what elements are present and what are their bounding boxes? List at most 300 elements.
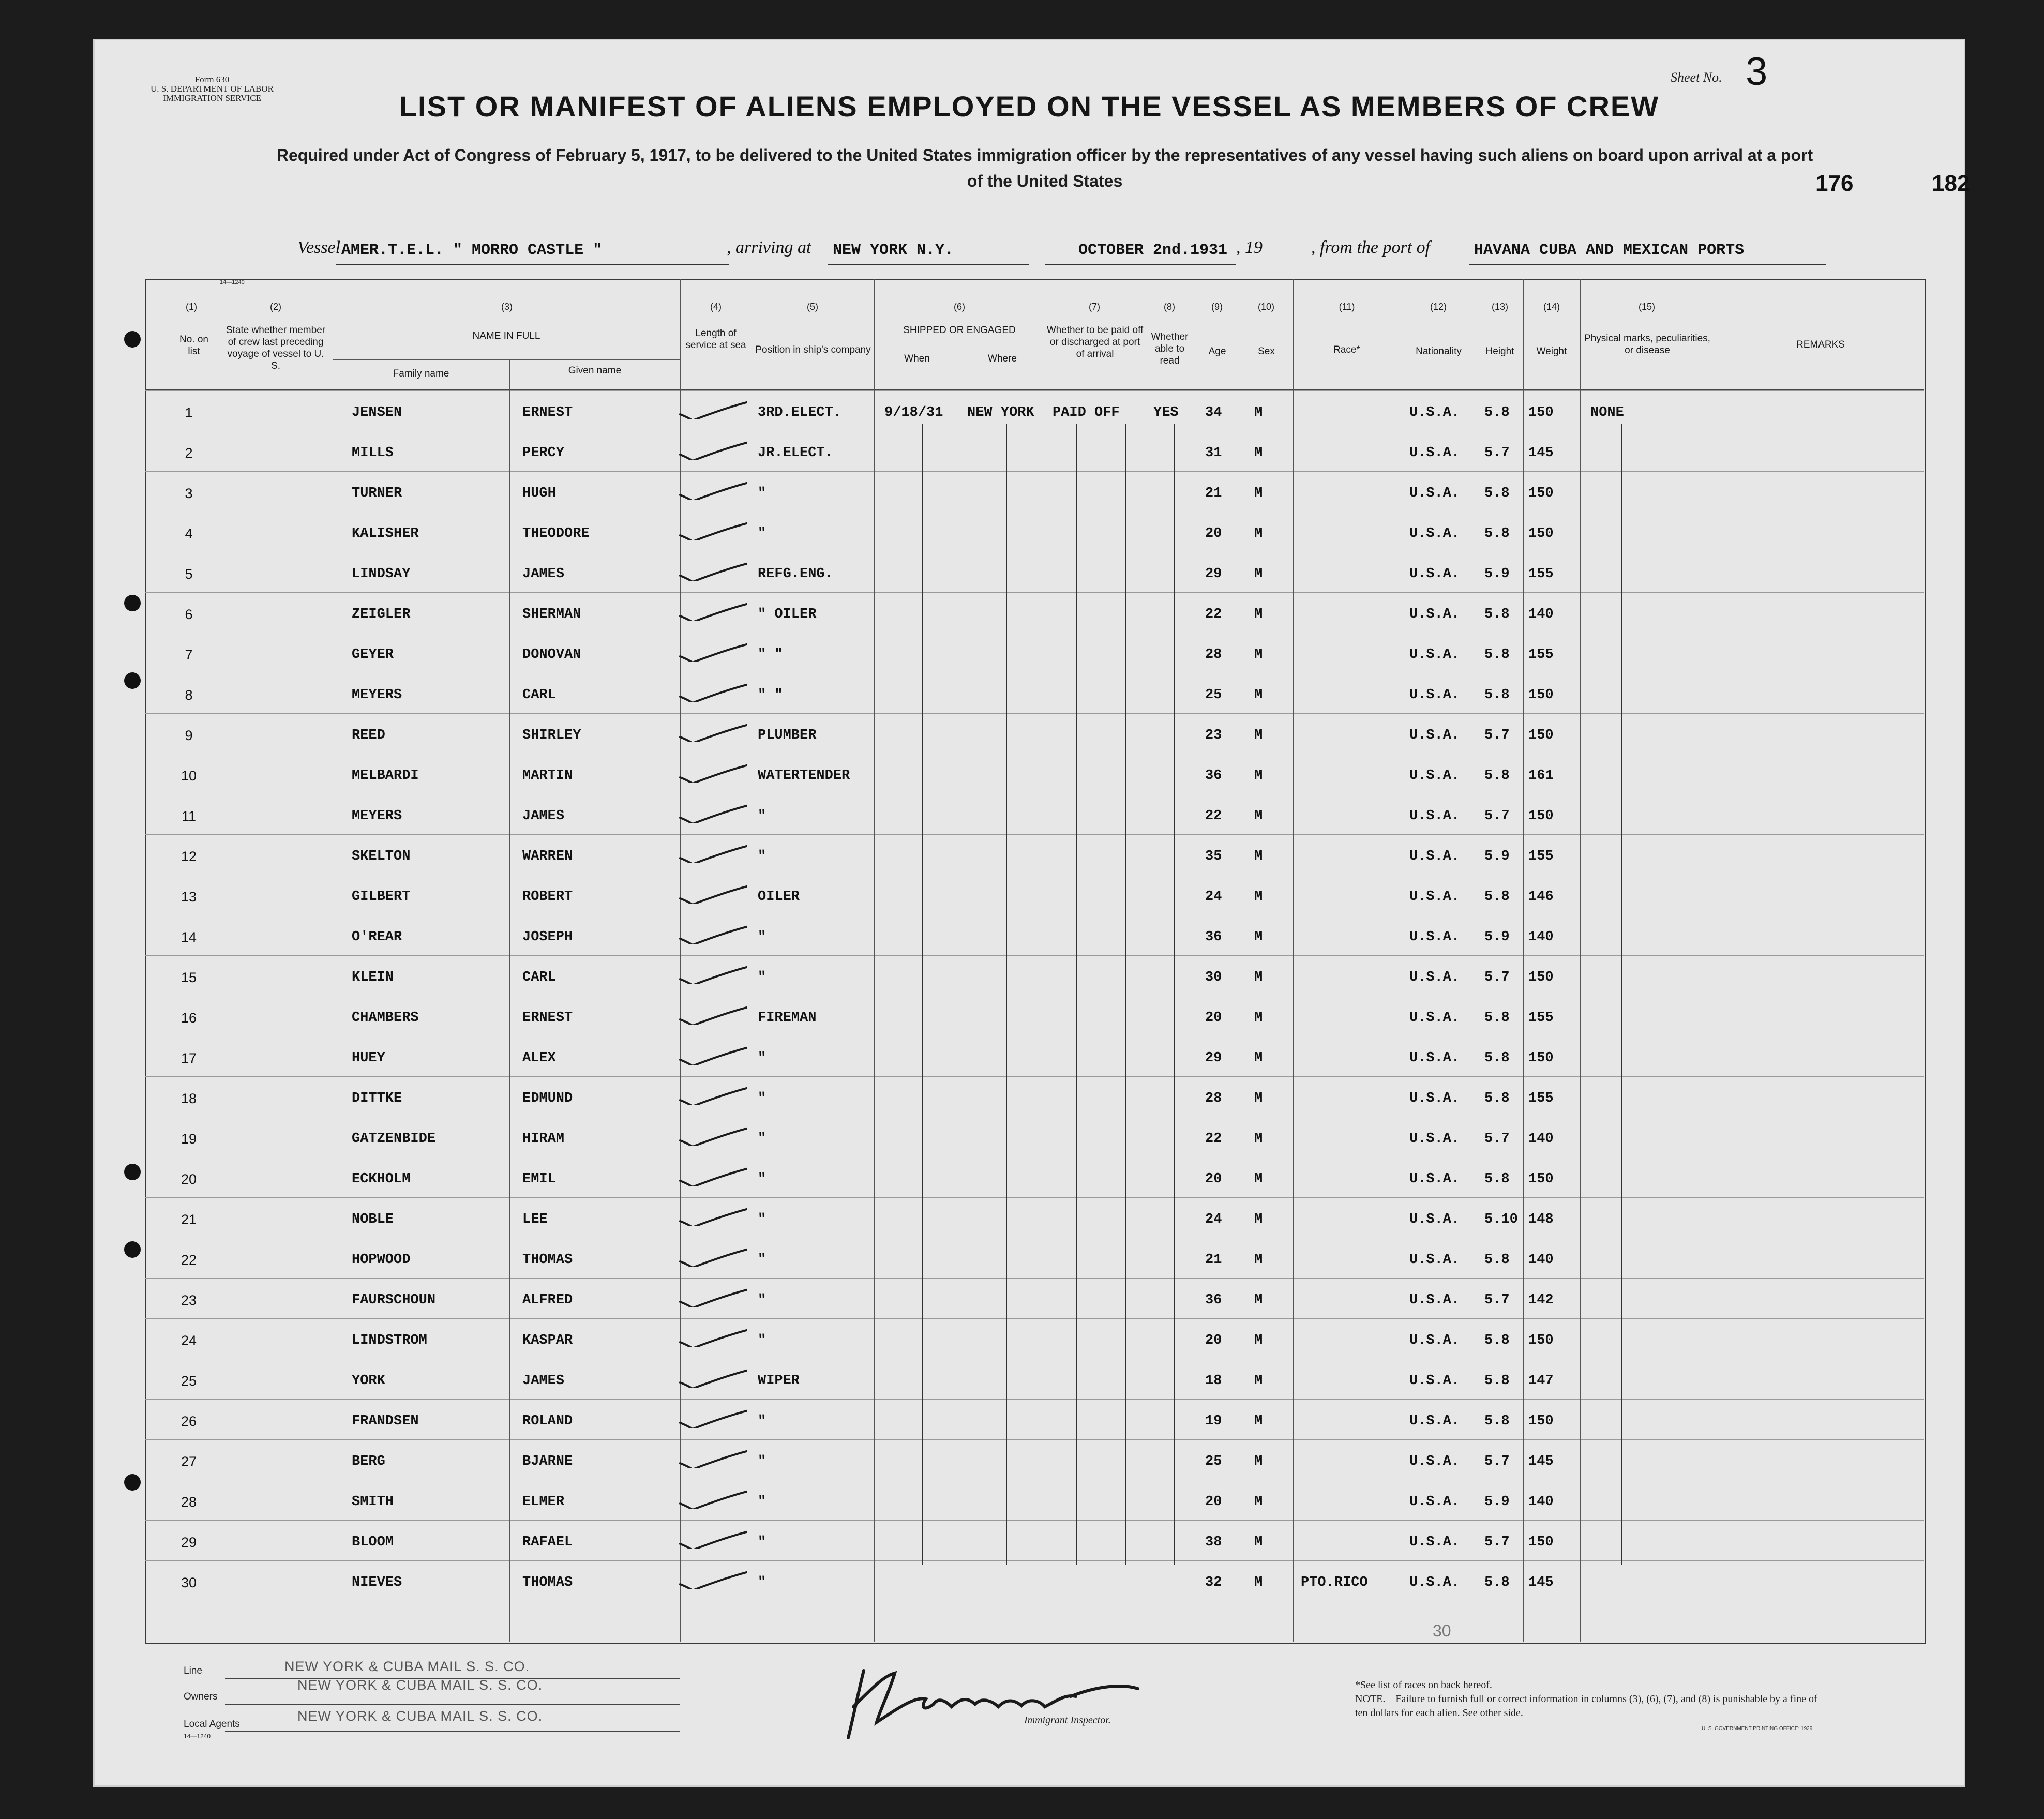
- cell-weight: 148: [1528, 1212, 1554, 1227]
- line-stamp: NEW YORK & CUBA MAIL S. S. CO.: [284, 1659, 530, 1674]
- cell-nat: U.S.A.: [1409, 1414, 1460, 1429]
- cell-given: ELMER: [522, 1494, 565, 1510]
- service-checkmark: [670, 520, 747, 540]
- service-checkmark: [670, 439, 747, 460]
- cell-nat: U.S.A.: [1409, 1333, 1460, 1348]
- cell-weight: 147: [1528, 1373, 1554, 1389]
- colnum: (1): [186, 302, 197, 312]
- cell-position: JR.ELECT.: [758, 445, 833, 461]
- cell-family: ECKHOLM: [352, 1171, 411, 1187]
- cell-height: 5.7: [1484, 1292, 1510, 1308]
- cell-nat: U.S.A.: [1409, 1050, 1460, 1066]
- cell-nat: U.S.A.: [1409, 607, 1460, 622]
- cell-nat: U.S.A.: [1409, 1131, 1460, 1147]
- cell-weight: 150: [1528, 1171, 1554, 1187]
- cell-sex: M: [1254, 768, 1263, 784]
- agents-stamp: NEW YORK & CUBA MAIL S. S. CO.: [297, 1708, 543, 1724]
- cell-weight: 150: [1528, 1333, 1554, 1348]
- cell-nat: U.S.A.: [1409, 1292, 1460, 1308]
- cell-age: 22: [1205, 1131, 1222, 1147]
- service-checkmark: [670, 681, 747, 702]
- service-checkmark: [670, 1407, 747, 1428]
- cell-weight: 155: [1528, 1010, 1554, 1026]
- cell-height: 5.7: [1484, 1535, 1510, 1550]
- cell-nat: U.S.A.: [1409, 687, 1460, 703]
- cell-age: 38: [1205, 1535, 1222, 1550]
- cell-age: 18: [1205, 1373, 1222, 1389]
- cell-position: " OILER: [758, 607, 817, 622]
- cell-sex: M: [1254, 1454, 1263, 1469]
- row-rule: [145, 592, 1924, 593]
- cell-position: " ": [758, 687, 783, 703]
- cell-given: JAMES: [522, 808, 565, 824]
- cell-no: 18: [181, 1091, 197, 1106]
- cell-no: 13: [181, 889, 197, 905]
- cell-family: GILBERT: [352, 889, 411, 905]
- header-paid-off: Whether to be paid off or discharged at port of arrival: [1046, 325, 1144, 359]
- cell-weight: 145: [1528, 1575, 1554, 1590]
- cell-weight: 140: [1528, 1494, 1554, 1510]
- cell-height: 5.8: [1484, 1414, 1510, 1429]
- cell-age: 20: [1205, 1171, 1222, 1187]
- cell-age: 21: [1205, 486, 1222, 501]
- cell-nat: U.S.A.: [1409, 647, 1460, 663]
- sheet-number: 3: [1746, 50, 1768, 94]
- cell-age: 28: [1205, 647, 1222, 663]
- cell-position: WIPER: [758, 1373, 800, 1389]
- cell-position: ": [758, 970, 766, 985]
- cell-sex: M: [1254, 929, 1263, 945]
- page-subtitle: Required under Act of Congress of February 5, 1917, to be delivered to the United States immigration officer by the representatives of any vessel having such aliens on board upon arrival at a port of the United States: [276, 146, 1813, 190]
- cell-sex: M: [1254, 1414, 1263, 1429]
- cell-family: KLEIN: [352, 970, 394, 985]
- cell-nat: U.S.A.: [1409, 1535, 1460, 1550]
- cell-no: 28: [181, 1494, 197, 1510]
- header-when: When: [904, 353, 930, 364]
- cell-position: ": [758, 526, 766, 542]
- cell-position: ": [758, 1091, 766, 1106]
- cell-given: ROLAND: [522, 1414, 573, 1429]
- cell-age: 29: [1205, 1050, 1222, 1066]
- cell-no: 11: [181, 808, 197, 824]
- from-port-label: , from the port of: [1311, 238, 1431, 257]
- cell-given: SHERMAN: [522, 607, 581, 622]
- cell-given: HUGH: [522, 486, 556, 501]
- cell-nat: U.S.A.: [1409, 526, 1460, 542]
- ditto-line-paid: [1076, 424, 1077, 1565]
- service-checkmark: [670, 923, 747, 944]
- service-checkmark: [670, 1367, 747, 1388]
- crew-count-note: 30: [1433, 1621, 1451, 1640]
- service-checkmark: [670, 560, 747, 581]
- header-given-name: Given name: [568, 365, 622, 376]
- cell-sex: M: [1254, 970, 1263, 985]
- cell-family: JENSEN: [352, 405, 402, 420]
- cell-height: 5.9: [1484, 929, 1510, 945]
- cell-family: LINDSTROM: [352, 1333, 427, 1348]
- sheet-label: Sheet No.: [1671, 70, 1722, 85]
- cell-no: 12: [181, 849, 197, 864]
- cell-age: 36: [1205, 768, 1222, 784]
- cell-family: TURNER: [352, 486, 402, 501]
- col-divider: [1523, 279, 1524, 1642]
- cell-sex: M: [1254, 728, 1263, 743]
- cell-family: FRANDSEN: [352, 1414, 419, 1429]
- cell-given: ERNEST: [522, 1010, 573, 1026]
- inspector-signature: [828, 1655, 1159, 1746]
- row-rule: [145, 1520, 1924, 1521]
- cell-no: 26: [181, 1414, 197, 1429]
- cell-no: 16: [181, 1010, 197, 1026]
- header-name-in-full: NAME IN FULL: [472, 330, 540, 341]
- header-no-on-list: No. on list: [179, 334, 208, 357]
- cell-given: RAFAEL: [522, 1535, 573, 1550]
- header-nationality: Nationality: [1416, 346, 1462, 357]
- colnum: (5): [807, 302, 818, 312]
- colnum: (15): [1638, 302, 1655, 312]
- service-checkmark: [670, 762, 747, 783]
- service-name: IMMIGRATION SERVICE: [163, 93, 261, 103]
- cell-given: THOMAS: [522, 1252, 573, 1268]
- cell-family: GEYER: [352, 647, 394, 663]
- cell-age: 31: [1205, 445, 1222, 461]
- binder-hole: [124, 1164, 141, 1180]
- cell-given: HIRAM: [522, 1131, 565, 1147]
- cell-position: ": [758, 929, 766, 945]
- cell-nat: U.S.A.: [1409, 1212, 1460, 1227]
- cell-height: 5.8: [1484, 1010, 1510, 1026]
- arrival-date: OCTOBER 2nd.1931: [1078, 242, 1228, 259]
- cell-height: 5.8: [1484, 1575, 1510, 1590]
- header-position: Position in ship's company: [755, 344, 871, 355]
- header-sex: Sex: [1258, 346, 1275, 357]
- ditto-line-when: [922, 424, 923, 1565]
- owners-label: Owners: [184, 1691, 218, 1702]
- cell-height: 5.10: [1484, 1212, 1518, 1227]
- cell-given: ALFRED: [522, 1292, 573, 1308]
- cell-position: ": [758, 1252, 766, 1268]
- cell-age: 36: [1205, 929, 1222, 945]
- stamp-number-right: 182: [1932, 171, 1970, 196]
- cell-no: 9: [185, 728, 193, 743]
- colnum: (13): [1491, 302, 1508, 312]
- cell-sex: M: [1254, 486, 1263, 501]
- agents-underline: [225, 1731, 680, 1732]
- cell-age: 20: [1205, 1333, 1222, 1348]
- cell-height: 5.7: [1484, 445, 1510, 461]
- cell-weight: 140: [1528, 929, 1554, 945]
- cell-given: CARL: [522, 687, 556, 703]
- cell-given: KASPAR: [522, 1333, 573, 1348]
- cell-position: ": [758, 1494, 766, 1510]
- cell-family: NOBLE: [352, 1212, 394, 1227]
- service-checkmark: [670, 883, 747, 904]
- service-checkmark: [670, 600, 747, 621]
- cell-given: ROBERT: [522, 889, 573, 905]
- service-checkmark: [670, 964, 747, 984]
- cell-weight: 150: [1528, 486, 1554, 501]
- cell-given: EDMUND: [522, 1091, 573, 1106]
- cell-height: 5.9: [1484, 1494, 1510, 1510]
- cell-age: 20: [1205, 1494, 1222, 1510]
- header-age: Age: [1208, 346, 1226, 357]
- cell-age: 21: [1205, 1252, 1222, 1268]
- cell-no: 1: [185, 405, 193, 420]
- cell-nat: U.S.A.: [1409, 768, 1460, 784]
- cell-nat: U.S.A.: [1409, 1171, 1460, 1187]
- cell-age: 23: [1205, 728, 1222, 743]
- cell-height: 5.8: [1484, 1050, 1510, 1066]
- cell-given: LEE: [522, 1212, 548, 1227]
- cell-position: ": [758, 1414, 766, 1429]
- cell-sex: M: [1254, 1091, 1263, 1106]
- cell-no: 17: [181, 1050, 197, 1066]
- cell-nat: U.S.A.: [1409, 1010, 1460, 1026]
- ditto-line-read: [1174, 424, 1175, 1565]
- row-rule: [145, 1399, 1924, 1400]
- cell-nat: U.S.A.: [1409, 728, 1460, 743]
- row-rule: [145, 1197, 1924, 1198]
- cell-age: 24: [1205, 889, 1222, 905]
- colnum: (6): [954, 302, 965, 312]
- vessel-label: Vessel: [297, 238, 341, 257]
- cell-height: 5.7: [1484, 970, 1510, 985]
- cell-family: FAURSCHOUN: [352, 1292, 436, 1308]
- cell-weight: 155: [1528, 647, 1554, 663]
- row-rule: [145, 471, 1924, 472]
- cell-height: 5.8: [1484, 1333, 1510, 1348]
- cell-sex: M: [1254, 1494, 1263, 1510]
- header-family-name: Family name: [393, 368, 449, 379]
- cell-position: OILER: [758, 889, 800, 905]
- header-weight: Weight: [1536, 346, 1567, 357]
- cell-nat: U.S.A.: [1409, 445, 1460, 461]
- service-checkmark: [670, 1206, 747, 1226]
- cell-weight: 145: [1528, 1454, 1554, 1469]
- cell-nat: U.S.A.: [1409, 970, 1460, 985]
- cell-weight: 150: [1528, 405, 1554, 420]
- cell-sex: M: [1254, 1131, 1263, 1147]
- cell-sex: M: [1254, 1171, 1263, 1187]
- cell-sex: M: [1254, 687, 1263, 703]
- cell-age: 24: [1205, 1212, 1222, 1227]
- cell-family: MILLS: [352, 445, 394, 461]
- from-port: HAVANA CUBA AND MEXICAN PORTS: [1474, 242, 1745, 259]
- cell-weight: 150: [1528, 970, 1554, 985]
- cell-family: ZEIGLER: [352, 607, 411, 622]
- cell-nat: U.S.A.: [1409, 1373, 1460, 1389]
- cell-given: ALEX: [522, 1050, 556, 1066]
- cell-read: YES: [1153, 405, 1179, 420]
- row-rule: [145, 1560, 1924, 1561]
- cell-weight: 142: [1528, 1292, 1554, 1308]
- cell-nat: U.S.A.: [1409, 1252, 1460, 1268]
- row-rule: [145, 955, 1924, 956]
- col-divider: [874, 279, 875, 1642]
- header-race: Race*: [1333, 344, 1360, 355]
- cell-family: BERG: [352, 1454, 385, 1469]
- cell-given: JOSEPH: [522, 929, 573, 945]
- cell-family: YORK: [352, 1373, 385, 1389]
- cell-no: 23: [181, 1292, 197, 1308]
- cell-marks: NONE: [1590, 405, 1624, 420]
- cell-given: WARREN: [522, 849, 573, 864]
- cell-given: BJARNE: [522, 1454, 573, 1469]
- cell-weight: 155: [1528, 1091, 1554, 1106]
- cell-height: 5.8: [1484, 889, 1510, 905]
- cell-sex: M: [1254, 566, 1263, 582]
- cell-weight: 150: [1528, 1535, 1554, 1550]
- cell-family: O'REAR: [352, 929, 402, 945]
- cell-nat: U.S.A.: [1409, 1494, 1460, 1510]
- cell-given: EMIL: [522, 1171, 556, 1187]
- cell-no: 7: [185, 647, 193, 663]
- cell-height: 5.8: [1484, 526, 1510, 542]
- cell-family: NIEVES: [352, 1575, 402, 1590]
- cell-no: 29: [181, 1535, 197, 1550]
- cell-nat: U.S.A.: [1409, 1575, 1460, 1590]
- cell-position: ": [758, 1131, 766, 1147]
- cell-given: JAMES: [522, 566, 565, 582]
- manifest-sheet: [93, 39, 1970, 1787]
- cell-when: 9/18/31: [884, 405, 943, 420]
- cell-sex: M: [1254, 607, 1263, 622]
- cell-position: ": [758, 1333, 766, 1348]
- cell-weight: 150: [1528, 526, 1554, 542]
- row-rule: [145, 1439, 1924, 1440]
- header-form-code: 14—1240: [220, 279, 245, 285]
- cell-weight: 150: [1528, 1414, 1554, 1429]
- cell-age: 29: [1205, 566, 1222, 582]
- ditto-line-paid-2: [1125, 424, 1126, 1565]
- cell-age: 28: [1205, 1091, 1222, 1106]
- footer-notes: [1355, 1678, 1821, 1720]
- cell-no: 4: [185, 526, 193, 542]
- page-title: LIST OR MANIFEST OF ALIENS EMPLOYED ON THE VESSEL AS MEMBERS OF CREW: [399, 90, 1660, 123]
- cell-sex: M: [1254, 1575, 1263, 1590]
- cell-position: ": [758, 1535, 766, 1550]
- service-checkmark: [670, 843, 747, 863]
- name-subrule: [333, 359, 680, 360]
- cell-family: CHAMBERS: [352, 1010, 419, 1026]
- colnum: (10): [1257, 302, 1274, 312]
- cell-no: 2: [185, 445, 193, 461]
- cell-no: 19: [181, 1131, 197, 1147]
- service-checkmark: [670, 1044, 747, 1065]
- line-label: Line: [184, 1665, 202, 1676]
- cell-age: 30: [1205, 970, 1222, 985]
- department-name: U. S. DEPARTMENT OF LABOR: [151, 84, 274, 94]
- cell-weight: 155: [1528, 849, 1554, 864]
- cell-age: 36: [1205, 1292, 1222, 1308]
- cell-family: SKELTON: [352, 849, 411, 864]
- service-checkmark: [670, 1004, 747, 1025]
- colnum: (4): [710, 302, 722, 312]
- cell-sex: M: [1254, 1535, 1263, 1550]
- cell-family: MEYERS: [352, 687, 402, 703]
- row-rule: [145, 1278, 1924, 1279]
- owners-stamp: NEW YORK & CUBA MAIL S. S. CO.: [297, 1677, 543, 1693]
- cell-height: 5.9: [1484, 849, 1510, 864]
- cell-position: " ": [758, 647, 783, 663]
- cell-position: ": [758, 486, 766, 501]
- owners-underline: [225, 1704, 680, 1705]
- cell-weight: 145: [1528, 445, 1554, 461]
- cell-nat: U.S.A.: [1409, 929, 1460, 945]
- cell-family: HUEY: [352, 1050, 385, 1066]
- row-rule: [145, 713, 1924, 714]
- cell-family: DITTKE: [352, 1091, 402, 1106]
- cell-family: SMITH: [352, 1494, 394, 1510]
- cell-sex: M: [1254, 849, 1263, 864]
- cell-sex: M: [1254, 1292, 1263, 1308]
- cell-age: 22: [1205, 808, 1222, 824]
- colnum: (14): [1543, 302, 1560, 312]
- cell-position: ": [758, 1212, 766, 1227]
- cell-nat: U.S.A.: [1409, 808, 1460, 824]
- cell-nat: U.S.A.: [1409, 405, 1460, 420]
- colnum: (8): [1164, 302, 1175, 312]
- colnum: (2): [270, 302, 281, 312]
- service-checkmark: [670, 399, 747, 419]
- cell-height: 5.9: [1484, 566, 1510, 582]
- cell-given: ERNEST: [522, 405, 573, 420]
- cell-weight: 150: [1528, 728, 1554, 743]
- header-remarks: REMARKS: [1796, 339, 1845, 350]
- cell-nat: U.S.A.: [1409, 566, 1460, 582]
- cell-no: 10: [181, 768, 197, 784]
- row-rule: [145, 390, 1924, 391]
- cell-no: 3: [185, 486, 193, 501]
- cell-given: DONOVAN: [522, 647, 581, 663]
- cell-given: THEODORE: [522, 526, 590, 542]
- cell-sex: M: [1254, 1333, 1263, 1348]
- cell-height: 5.8: [1484, 687, 1510, 703]
- cell-weight: 150: [1528, 808, 1554, 824]
- footer-form-code: 14—1240: [184, 1733, 211, 1740]
- service-checkmark: [670, 1569, 747, 1589]
- cell-no: 8: [185, 687, 193, 703]
- cell-height: 5.7: [1484, 728, 1510, 743]
- cell-where: NEW YORK: [967, 405, 1034, 420]
- cell-position: ": [758, 808, 766, 824]
- cell-height: 5.8: [1484, 1171, 1510, 1187]
- cell-no: 15: [181, 970, 197, 985]
- arriving-port: NEW YORK N.Y.: [833, 242, 954, 259]
- row-rule: [145, 834, 1924, 835]
- stamp-number-left: 176: [1815, 171, 1854, 196]
- colnum: (9): [1211, 302, 1223, 312]
- cell-height: 5.8: [1484, 1091, 1510, 1106]
- cell-position: FIREMAN: [758, 1010, 817, 1026]
- colnum: (7): [1089, 302, 1100, 312]
- cell-height: 5.7: [1484, 808, 1510, 824]
- service-checkmark: [670, 1165, 747, 1186]
- col-divider: [1293, 279, 1294, 1642]
- cell-sex: M: [1254, 889, 1263, 905]
- service-checkmark: [670, 641, 747, 662]
- cell-nat: U.S.A.: [1409, 486, 1460, 501]
- cell-sex: M: [1254, 1212, 1263, 1227]
- binder-hole: [124, 1241, 141, 1258]
- cell-sex: M: [1254, 1050, 1263, 1066]
- cell-sex: M: [1254, 526, 1263, 542]
- cell-family: HOPWOOD: [352, 1252, 411, 1268]
- cell-height: 5.7: [1484, 1131, 1510, 1147]
- cell-family: REED: [352, 728, 385, 743]
- year-label: , 19: [1236, 238, 1263, 257]
- header-state-whether: State whether member of crew last preceding voyage of vessel to U. S.: [226, 325, 326, 371]
